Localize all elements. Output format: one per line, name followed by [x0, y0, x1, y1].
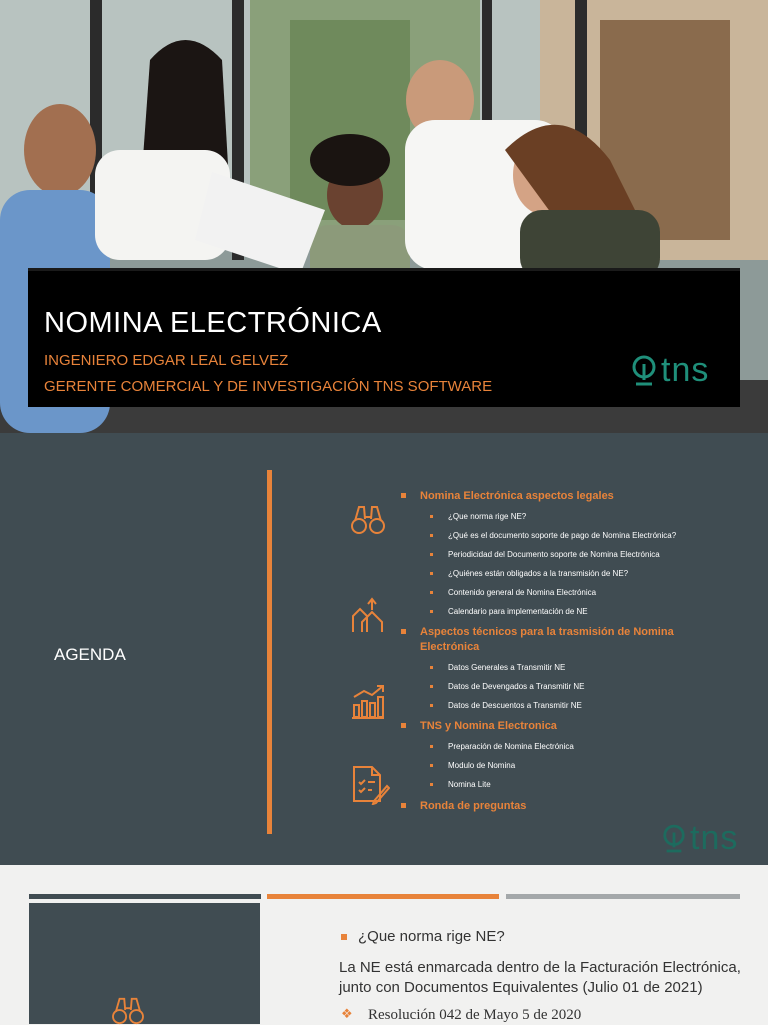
bullet-square: [341, 934, 347, 940]
agenda-subitem: ¿Que norma rige NE?: [400, 512, 526, 522]
agenda-subitem: Nomina Lite: [400, 780, 491, 790]
diamond-bullet: ❖: [341, 1006, 353, 1021]
header-bar-accent: [267, 894, 499, 899]
tns-logo-icon: [631, 354, 657, 388]
agenda-subitem: Datos Generales a Transmitir NE: [400, 663, 565, 673]
agenda-section-heading: Ronda de preguntas: [400, 799, 526, 814]
bar-chart-icon: [350, 683, 386, 719]
section-panel: [29, 903, 260, 1024]
question-text: ¿Que norma rige NE?: [358, 928, 505, 945]
paragraph-line: junto con Documentos Equivalentes (Julio 01 de 2021): [339, 979, 703, 996]
tns-logo-text: tns: [690, 819, 739, 857]
agenda-section-heading: Aspectos técnicos para la trasmisión de Nomina Electrónica: [400, 625, 730, 655]
paragraph-line: La NE está enmarcada dentro de la Facturación Electrónica,: [339, 959, 741, 976]
agenda-subitem: Contenido general de Nomina Electrónica: [400, 588, 596, 598]
tns-logo-text: tns: [661, 351, 710, 389]
agenda-subitem: ¿Qué es el documento soporte de pago de Nomina Electrónica?: [400, 531, 676, 541]
agenda-section-heading: TNS y Nomina Electronica: [400, 719, 557, 734]
agenda-title: AGENDA: [54, 645, 126, 664]
accent-divider: [267, 470, 272, 834]
agenda-subitem: Calendario para implementación de NE: [400, 607, 588, 617]
agenda-section-heading: Nomina Electrónica aspectos legales: [400, 489, 614, 504]
tns-logo: [662, 819, 738, 858]
agenda-subitem: ¿Quiénes están obligados a la transmisión de NE?: [400, 569, 628, 579]
growth-arrows-icon: [350, 596, 386, 634]
checklist-icon: [350, 765, 390, 805]
agenda-subitem: Preparación de Nomina Electrónica: [400, 742, 574, 752]
resolution-text: Resolución 042 de Mayo 5 de 2020: [368, 1007, 582, 1023]
presenter-role: GERENTE COMERCIAL Y DE INVESTIGACIÓN TNS SOFTWARE: [44, 378, 493, 395]
header-bar-gray: [506, 894, 740, 899]
agenda-subitem: Modulo de Nomina: [400, 761, 515, 771]
agenda-subitem: Periodicidad del Documento soporte de Nomina Electrónica: [400, 550, 660, 560]
content-slide: [0, 865, 768, 1024]
tns-logo-icon: [662, 823, 686, 855]
agenda-slide: [0, 433, 768, 865]
tns-logo: [631, 351, 709, 390]
slide-title: NOMINA ELECTRÓNICA: [44, 307, 382, 339]
binoculars-icon: [350, 503, 386, 535]
header-bar-dark: [29, 894, 261, 899]
presenter-name: INGENIERO EDGAR LEAL GELVEZ: [44, 352, 289, 369]
agenda-subitem: Datos de Devengados a Transmitir NE: [400, 682, 585, 692]
title-slide: [0, 0, 768, 433]
agenda-subitem: Datos de Descuentos a Transmitir NE: [400, 701, 582, 711]
binoculars-icon: [110, 995, 146, 1025]
title-banner: [28, 268, 740, 407]
